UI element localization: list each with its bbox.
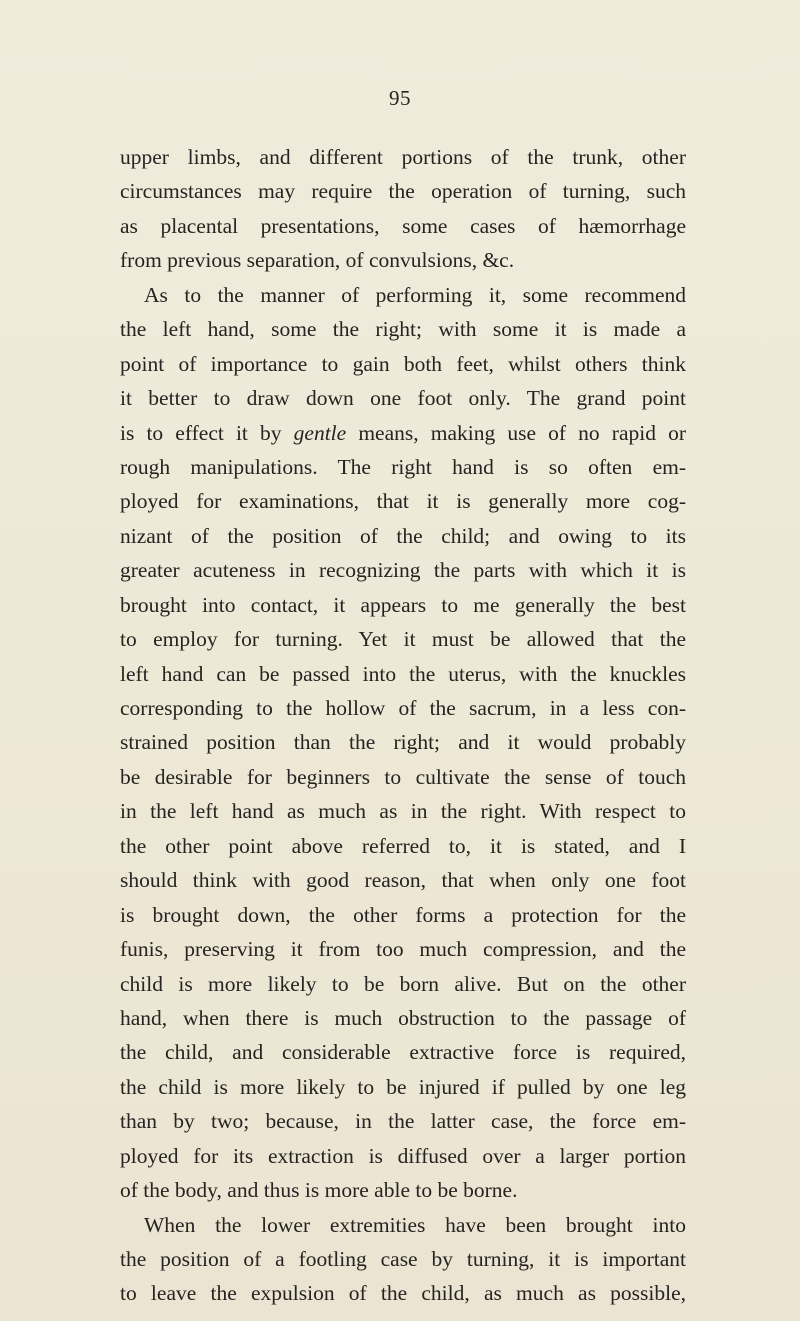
text-line: the child is more likely to be injured if pulled by one leg <box>120 1074 686 1099</box>
text-line: to leave the expulsion of the child, as much as possible, <box>120 1281 686 1306</box>
text-line: from previous separation, of convulsions, &c. <box>120 248 515 273</box>
text-line: upper limbs, and different portions of the trunk, other <box>120 145 686 169</box>
text-line: should think with good reason, that when only one foot <box>120 868 686 893</box>
text-line: the other point above referred to, it is stated, and I <box>120 833 686 858</box>
text-line: hand, when there is much obstruction to the passage of <box>120 1005 686 1030</box>
text-line: it better to draw down one foot only. The grand point <box>120 386 686 411</box>
text-segment: is to effect it by <box>120 420 294 445</box>
text-line: funis, preserving it from too much compression, and the <box>120 937 686 962</box>
text-line <box>120 416 686 450</box>
text-line: is brought down, the other forms a protection for the <box>120 902 686 927</box>
text-line: than by two; because, in the latter case, the force em- <box>120 1109 686 1134</box>
text-line: rough manipulations. The right hand is so often em- <box>120 454 686 479</box>
text-line: of the body, and thus is more able to be borne. <box>120 1178 518 1203</box>
text-line: corresponding to the hollow of the sacrum, in a less con- <box>120 696 686 720</box>
text-segment: means, making use of no rapid or <box>346 420 686 445</box>
text-line: ployed for examinations, that it is generally more cog- <box>120 489 686 514</box>
text-line: strained position than the right; and it would probably <box>120 730 686 755</box>
text-line: circumstances may require the operation of turning, such <box>120 179 686 204</box>
text-line: child is more likely to be born alive. But on the other <box>120 971 686 996</box>
page-number: 95 <box>389 86 411 110</box>
text-line: nizant of the position of the child; and owing to its <box>120 523 686 548</box>
text-line: the left hand, some the right; with some it is made a <box>120 317 686 342</box>
text-line: the position of a footling case by turning, it is important <box>120 1247 686 1271</box>
text-line: brought into contact, it appears to me generally the best <box>120 592 686 617</box>
text-line: be desirable for beginners to cultivate the sense of touch <box>120 764 686 789</box>
text-line: as placental presentations, some cases of hæmorrhage <box>120 213 686 238</box>
italic-emphasis: gentle <box>293 420 347 445</box>
text-line: As to the manner of performing it, some recommend <box>144 282 686 307</box>
body-text <box>120 140 686 1311</box>
text-line: to employ for turning. Yet it must be allowed that the <box>120 627 686 652</box>
text-line: the child, and considerable extractive force is required, <box>120 1040 686 1065</box>
text-line: ployed for its extraction is diffused over a larger portion <box>120 1143 686 1168</box>
text-line: left hand can be passed into the uterus, with the knuckles <box>120 661 686 686</box>
text-line: point of importance to gain both feet, whilst others think <box>120 351 686 376</box>
text-line: in the left hand as much as in the right. With respect to <box>120 799 686 824</box>
text-line: When the lower extremities have been brought into <box>144 1212 686 1237</box>
text-line: greater acuteness in recognizing the parts with which it is <box>120 558 686 583</box>
